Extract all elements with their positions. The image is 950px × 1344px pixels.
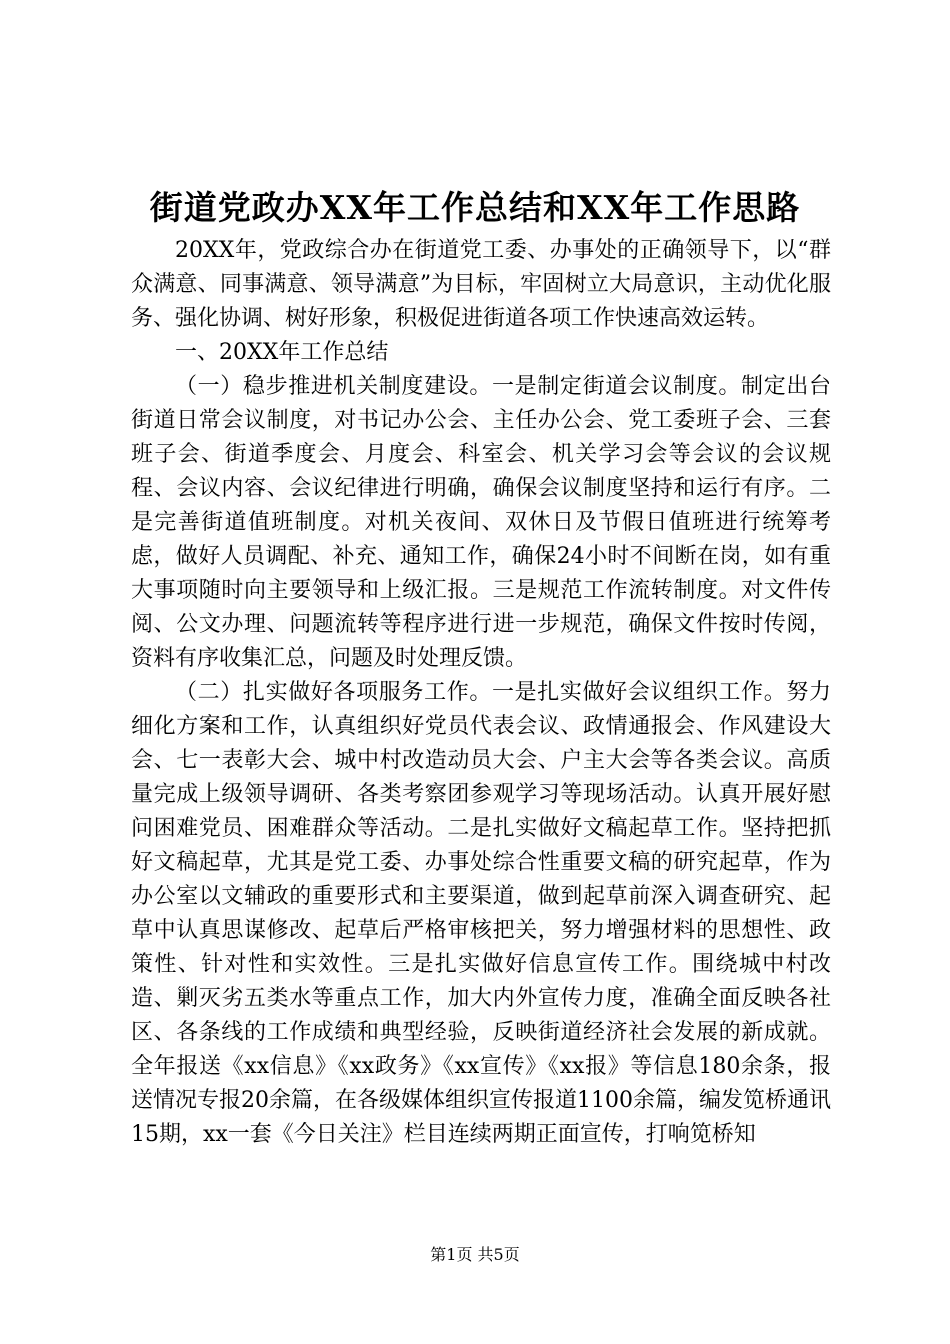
intro-paragraph: 20XX年，党政综合办在街道党工委、办事处的正确领导下，以“群众满意、同事满意、领导满意”为目标，牢固树立大局意识，主动优化服务、强化协调、树好形象，积极促进街道各项工作快速高效运转。 — [131, 238, 831, 331]
section-heading: 一、20XX年工作总结 — [175, 340, 389, 365]
body-paragraph: （一）稳步推进机关制度建设。一是制定街道会议制度。制定出台街道日常会议制度，对书记办公会、主任办公会、党工委班子会、三套班子会、街道季度会、月度会、科室会、机关学习会等会议的会议规程、会议内容、会议纪律进行明确，确保会议制度坚持和运行有序。二是完善街道值班制度。对机关夜间、双休日及节假日值班进行统筹考虑，做好人员调配、补充、通知工作，确保24小时不间断在岗，如有重大事项随时向主要领导和上级汇报。三是规范工作流转制度。对文件传阅、公文办理、问题流转等程序进行进一步规范，确保文件按时传阅，资料有序收集汇总，问题及时处理反馈。 — [131, 374, 831, 671]
document-title: 街道党政办XX年工作总结和XX年工作思路 — [149, 188, 801, 227]
page-footer: 第1页 共5页 — [430, 1245, 520, 1264]
document-body — [131, 234, 831, 1152]
body-paragraph: （二）扎实做好各项服务工作。一是扎实做好会议组织工作。努力细化方案和工作，认真组织好党员代表会议、政情通报会、作风建设大会、七一表彰大会、城中村改造动员大会、户主大会等各类会议。高质量完成上级领导调研、各类考察团参观学习等现场活动。认真开展好慰问困难党员、困难群众等活动。二是扎实做好文稿起草工作。坚持把抓好文稿起草，尤其是党工委、办事处综合性重要文稿的研究起草，作为办公室以文辅政的重要形式和主要渠道，做到起草前深入调查研究、起草中认真思谋修改、起草后严格审核把关，努力增强材料的思想性、政策性、针对性和实效性。三是扎实做好信息宣传工作。围绕城中村改造、剿灭劣五类水等重点工作，加大内外宣传力度，准确全面反映各社区、各条线的工作成绩和典型经验，反映街道经济社会发展的新成就。全年报送《xx信息》《xx政务》《xx宣传》《xx报》等信息180余条，报送情况专报20余篇，在各级媒体组织宣传报道1100余篇，编发笕桥通讯15期，xx一套《今日关注》栏目连续两期正面宣传，打响笕桥知 — [131, 680, 831, 1147]
